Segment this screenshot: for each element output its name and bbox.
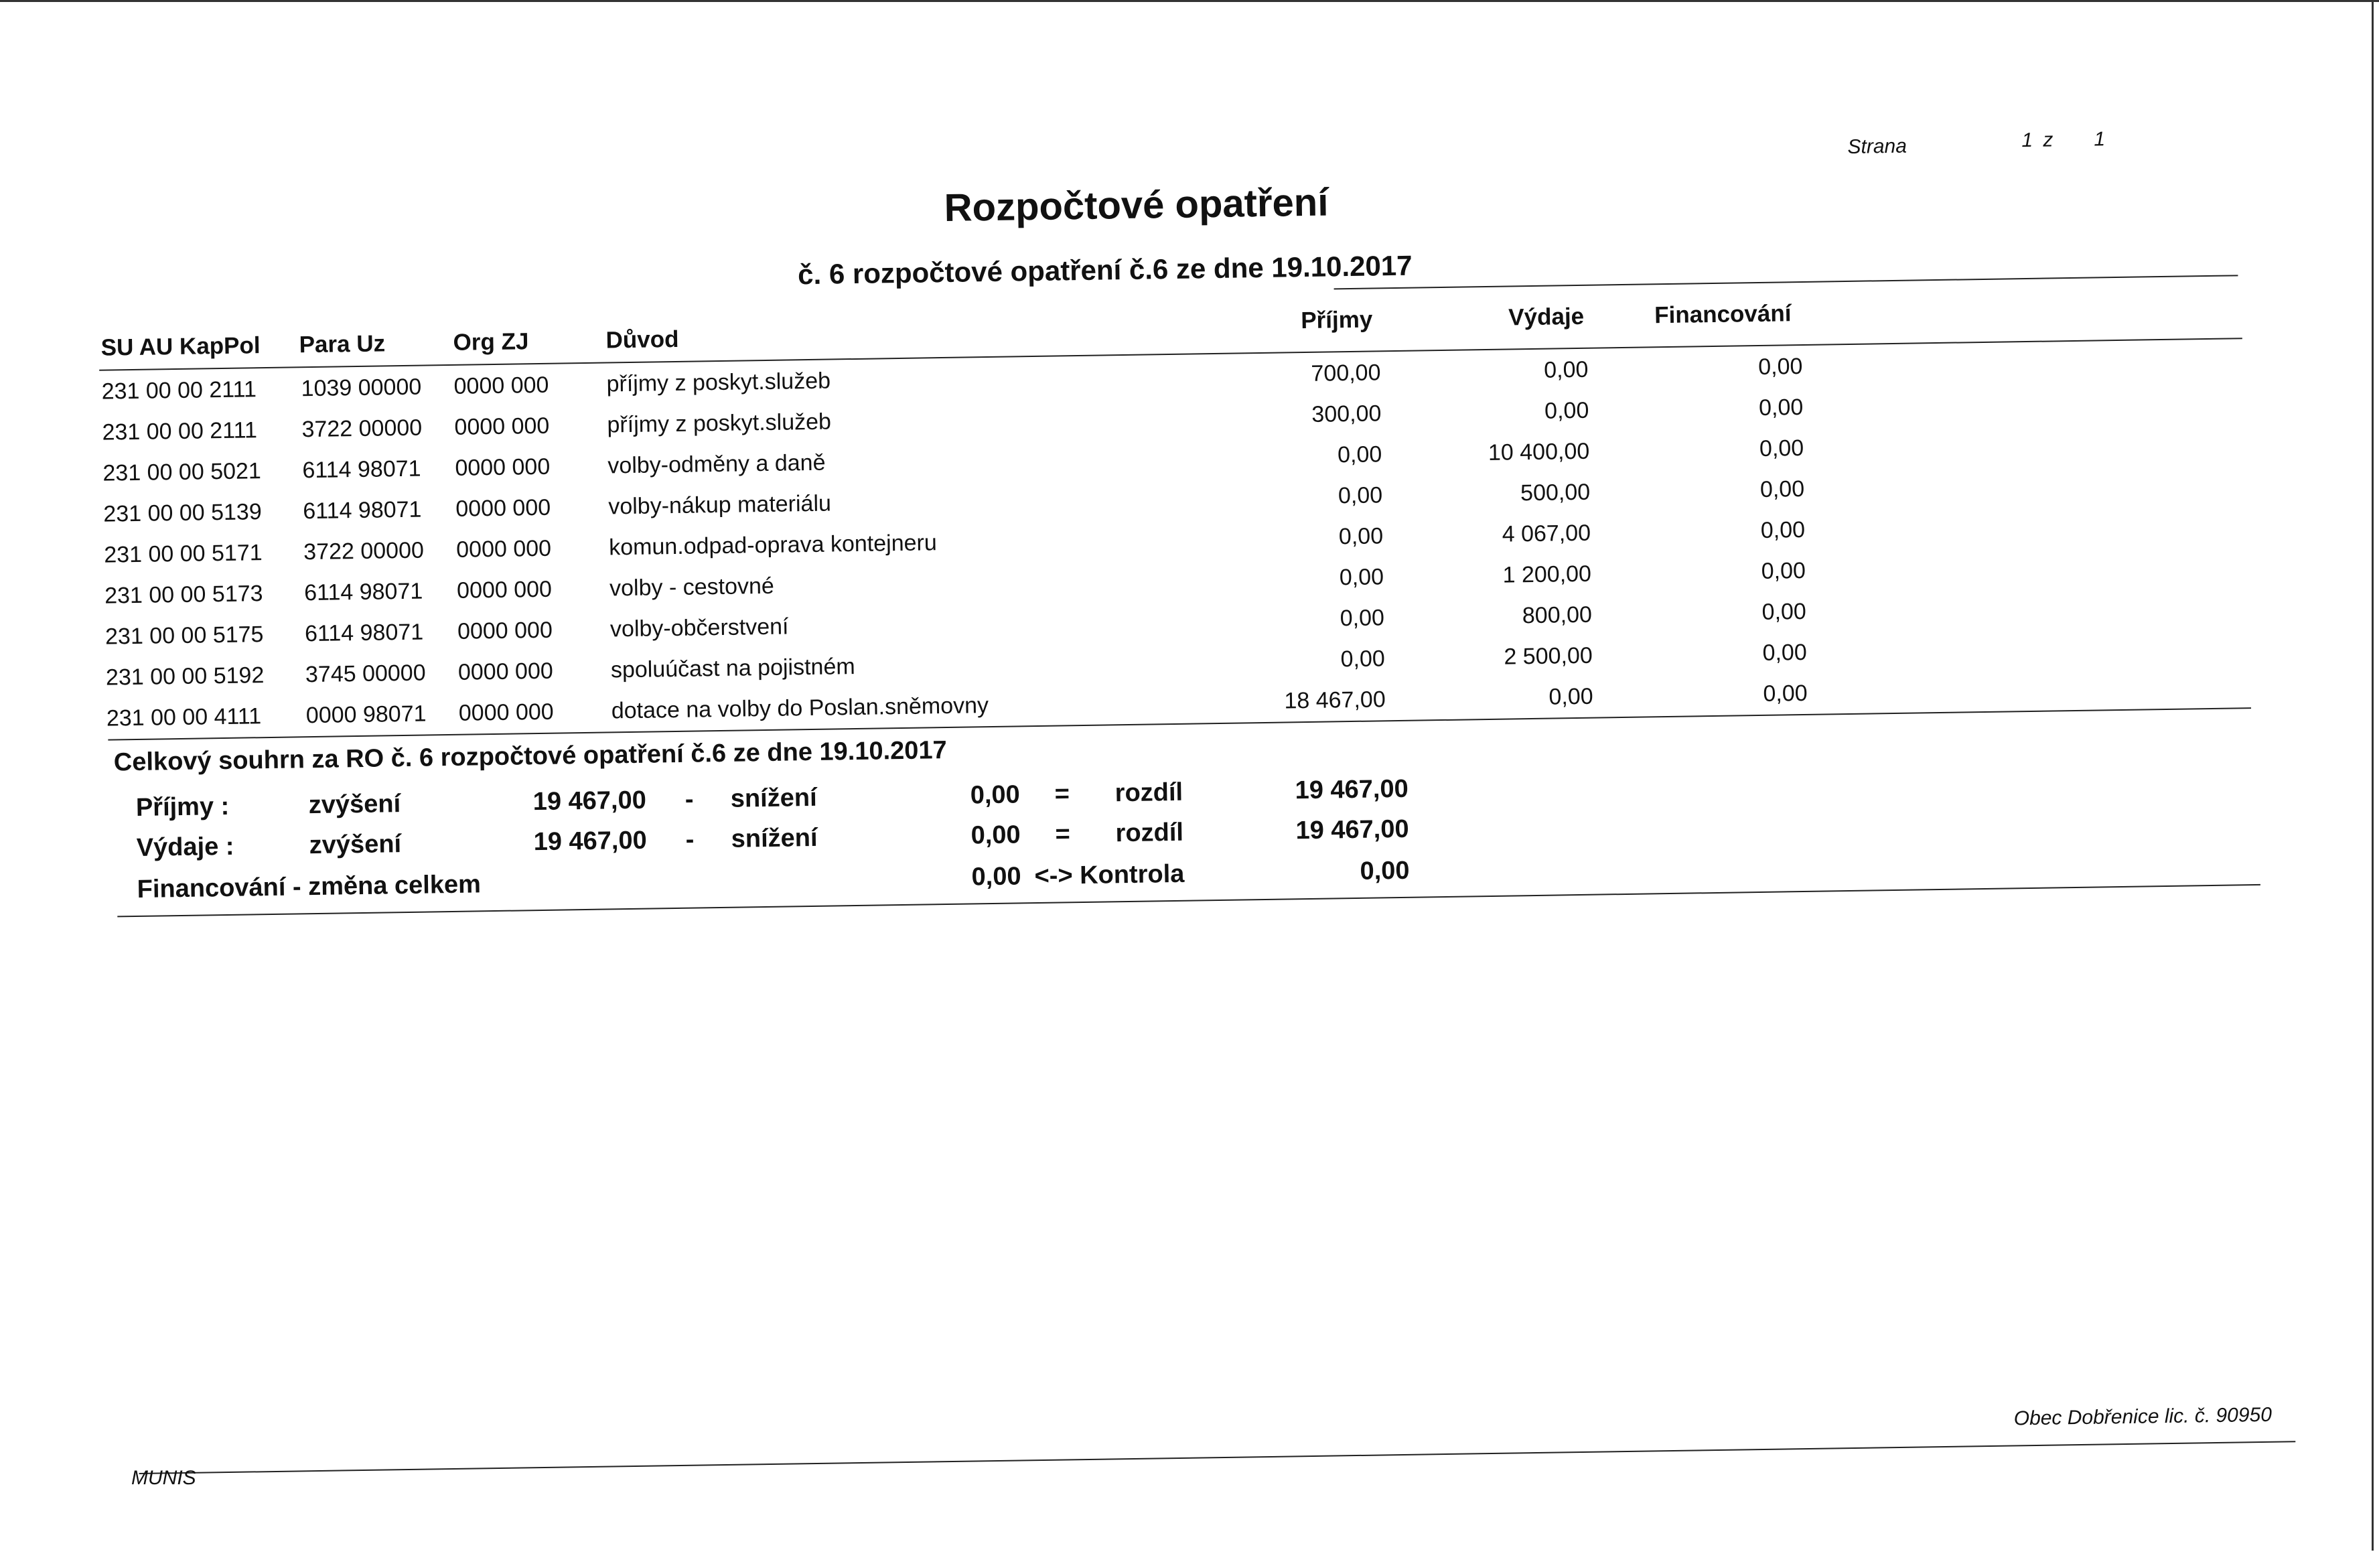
summary-prijmy-increase-label: zvýšení [308, 790, 401, 820]
row-code: 231 00 00 4111 [106, 703, 262, 731]
row-org-zj: 0000 000 [454, 413, 550, 440]
row-prijmy: 0,00 [1339, 564, 1384, 591]
row-duvod: volby-odměny a daně [607, 449, 826, 479]
header-rule [99, 338, 2242, 370]
row-duvod: volby - cestovné [609, 573, 775, 601]
row-org-zj: 0000 000 [455, 453, 551, 481]
row-prijmy: 0,00 [1340, 605, 1385, 632]
summary-prijmy-equals: = [1054, 780, 1070, 808]
row-org-zj: 0000 000 [455, 535, 552, 563]
summary-prijmy-label: Příjmy : [135, 792, 230, 822]
row-financovani: 0,00 [1762, 639, 1807, 666]
row-financovani: 0,00 [1757, 353, 1803, 380]
row-para-uz: 0000 98071 [305, 701, 427, 729]
summary-prijmy-decrease: 0,00 [970, 780, 1021, 810]
summary-prijmy-decrease-label: snížení [730, 783, 817, 813]
footer-software: MUNIS [131, 1467, 196, 1489]
row-para-uz: 1039 00000 [301, 374, 422, 402]
row-code: 231 00 00 2111 [102, 417, 258, 445]
summary-prijmy-increase: 19 467,00 [532, 786, 647, 816]
row-financovani: 0,00 [1761, 557, 1806, 584]
row-vydaje: 500,00 [1520, 479, 1591, 506]
summary-vydaje-increase: 19 467,00 [533, 826, 648, 857]
summary-financovani-value: 0,00 [971, 862, 1021, 892]
row-code: 231 00 00 5192 [105, 662, 265, 691]
row-org-zj: 0000 000 [458, 699, 554, 726]
row-org-zj: 0000 000 [453, 372, 549, 399]
page-current: 1 [2021, 129, 2033, 152]
row-para-uz: 3745 00000 [305, 660, 426, 688]
row-code: 231 00 00 5173 [104, 581, 263, 609]
row-para-uz: 6114 98071 [304, 619, 424, 647]
row-code: 231 00 00 5021 [102, 458, 262, 486]
row-financovani: 0,00 [1763, 680, 1808, 707]
row-org-zj: 0000 000 [456, 576, 553, 603]
row-duvod: příjmy z poskyt.služeb [606, 368, 831, 397]
row-prijmy: 0,00 [1338, 523, 1384, 550]
row-vydaje: 2 500,00 [1504, 642, 1593, 670]
row-duvod: dotace na volby do Poslan.sněmovny [611, 693, 989, 724]
footer-rule [139, 1441, 2296, 1474]
row-financovani: 0,00 [1759, 435, 1804, 461]
footer-license: Obec Dobřenice lic. č. 90950 [2013, 1403, 2273, 1430]
summary-prijmy-diff: 19 467,00 [1295, 774, 1409, 805]
summary-kontrola-value: 0,00 [1360, 856, 1410, 885]
page-title: Rozpočtové opatření [944, 180, 1329, 230]
summary-vydaje-label: Výdaje : [136, 832, 234, 862]
row-para-uz: 3722 00000 [301, 415, 423, 443]
row-duvod: příjmy z poskyt.služeb [607, 409, 832, 438]
column-header-org-zj: Org ZJ [453, 328, 529, 356]
row-duvod: volby-občerstvení [609, 614, 789, 642]
row-duvod: volby-nákup materiálu [608, 490, 832, 520]
summary-vydaje-equals: = [1055, 820, 1071, 849]
summary-kontrola-label: <-> Kontrola [1034, 859, 1185, 891]
column-header-financovani: Financování [1654, 300, 1792, 329]
page-label: Strana [1847, 135, 1907, 158]
column-header-duvod: Důvod [605, 326, 679, 354]
row-financovani: 0,00 [1761, 598, 1807, 625]
row-financovani: 0,00 [1758, 394, 1804, 421]
summary-vydaje-decrease-label: snížení [731, 823, 818, 853]
row-prijmy: 300,00 [1311, 401, 1382, 427]
summary-vydaje-diff: 19 467,00 [1295, 814, 1409, 845]
row-code: 231 00 00 5139 [103, 499, 262, 527]
row-para-uz: 6114 98071 [303, 578, 423, 606]
row-prijmy: 0,00 [1337, 441, 1382, 468]
row-prijmy: 0,00 [1340, 646, 1386, 672]
row-code: 231 00 00 5171 [104, 540, 263, 568]
summary-prijmy-diff-label: rozdíl [1114, 778, 1183, 808]
row-financovani: 0,00 [1760, 516, 1806, 543]
row-prijmy: 0,00 [1338, 482, 1383, 509]
row-para-uz: 3722 00000 [303, 537, 425, 565]
row-financovani: 0,00 [1759, 476, 1805, 502]
subtitle-rule [1334, 275, 2238, 289]
row-vydaje: 1 200,00 [1502, 561, 1592, 588]
summary-vydaje-diff-label: rozdíl [1115, 818, 1184, 848]
row-code: 231 00 00 5175 [104, 622, 264, 650]
summary-vydaje-decrease: 0,00 [970, 821, 1021, 850]
row-vydaje: 0,00 [1548, 683, 1593, 710]
summary-vydaje-dash: - [685, 825, 695, 854]
row-duvod: spoluúčast na pojistném [610, 654, 855, 683]
row-org-zj: 0000 000 [457, 617, 553, 644]
column-header-para-uz: Para Uz [299, 330, 386, 358]
row-vydaje: 10 400,00 [1488, 438, 1590, 466]
row-vydaje: 800,00 [1522, 601, 1593, 629]
page-total: 1 [2094, 128, 2106, 151]
summary-heading: Celkový souhrn za RO č. 6 rozpočtové opatření č.6 ze dne 19.10.2017 [113, 736, 947, 777]
row-vydaje: 4 067,00 [1502, 520, 1591, 547]
column-header-vydaje: Výdaje [1508, 303, 1585, 331]
summary-vydaje-increase-label: zvýšení [309, 830, 402, 860]
row-vydaje: 0,00 [1543, 356, 1589, 383]
row-duvod: komun.odpad-oprava kontejneru [608, 530, 937, 561]
row-code: 231 00 00 2111 [101, 376, 257, 405]
row-prijmy: 18 467,00 [1284, 687, 1386, 714]
page-separator: z [2043, 129, 2053, 151]
row-vydaje: 0,00 [1544, 397, 1589, 424]
summary-prijmy-dash: - [684, 785, 694, 814]
row-org-zj: 0000 000 [457, 658, 554, 685]
summary-financovani-label: Financování - změna celkem [137, 870, 482, 904]
column-header-prijmy: Příjmy [1300, 306, 1373, 334]
row-para-uz: 6114 98071 [302, 455, 421, 484]
row-org-zj: 0000 000 [455, 494, 551, 522]
column-header-code: SU AU KapPol [100, 332, 261, 361]
row-prijmy: 700,00 [1311, 360, 1381, 386]
row-para-uz: 6114 98071 [303, 496, 422, 524]
table-bottom-rule [108, 707, 2251, 740]
page-subtitle: č. 6 rozpočtové opatření č.6 ze dne 19.10.2017 [797, 249, 1413, 291]
